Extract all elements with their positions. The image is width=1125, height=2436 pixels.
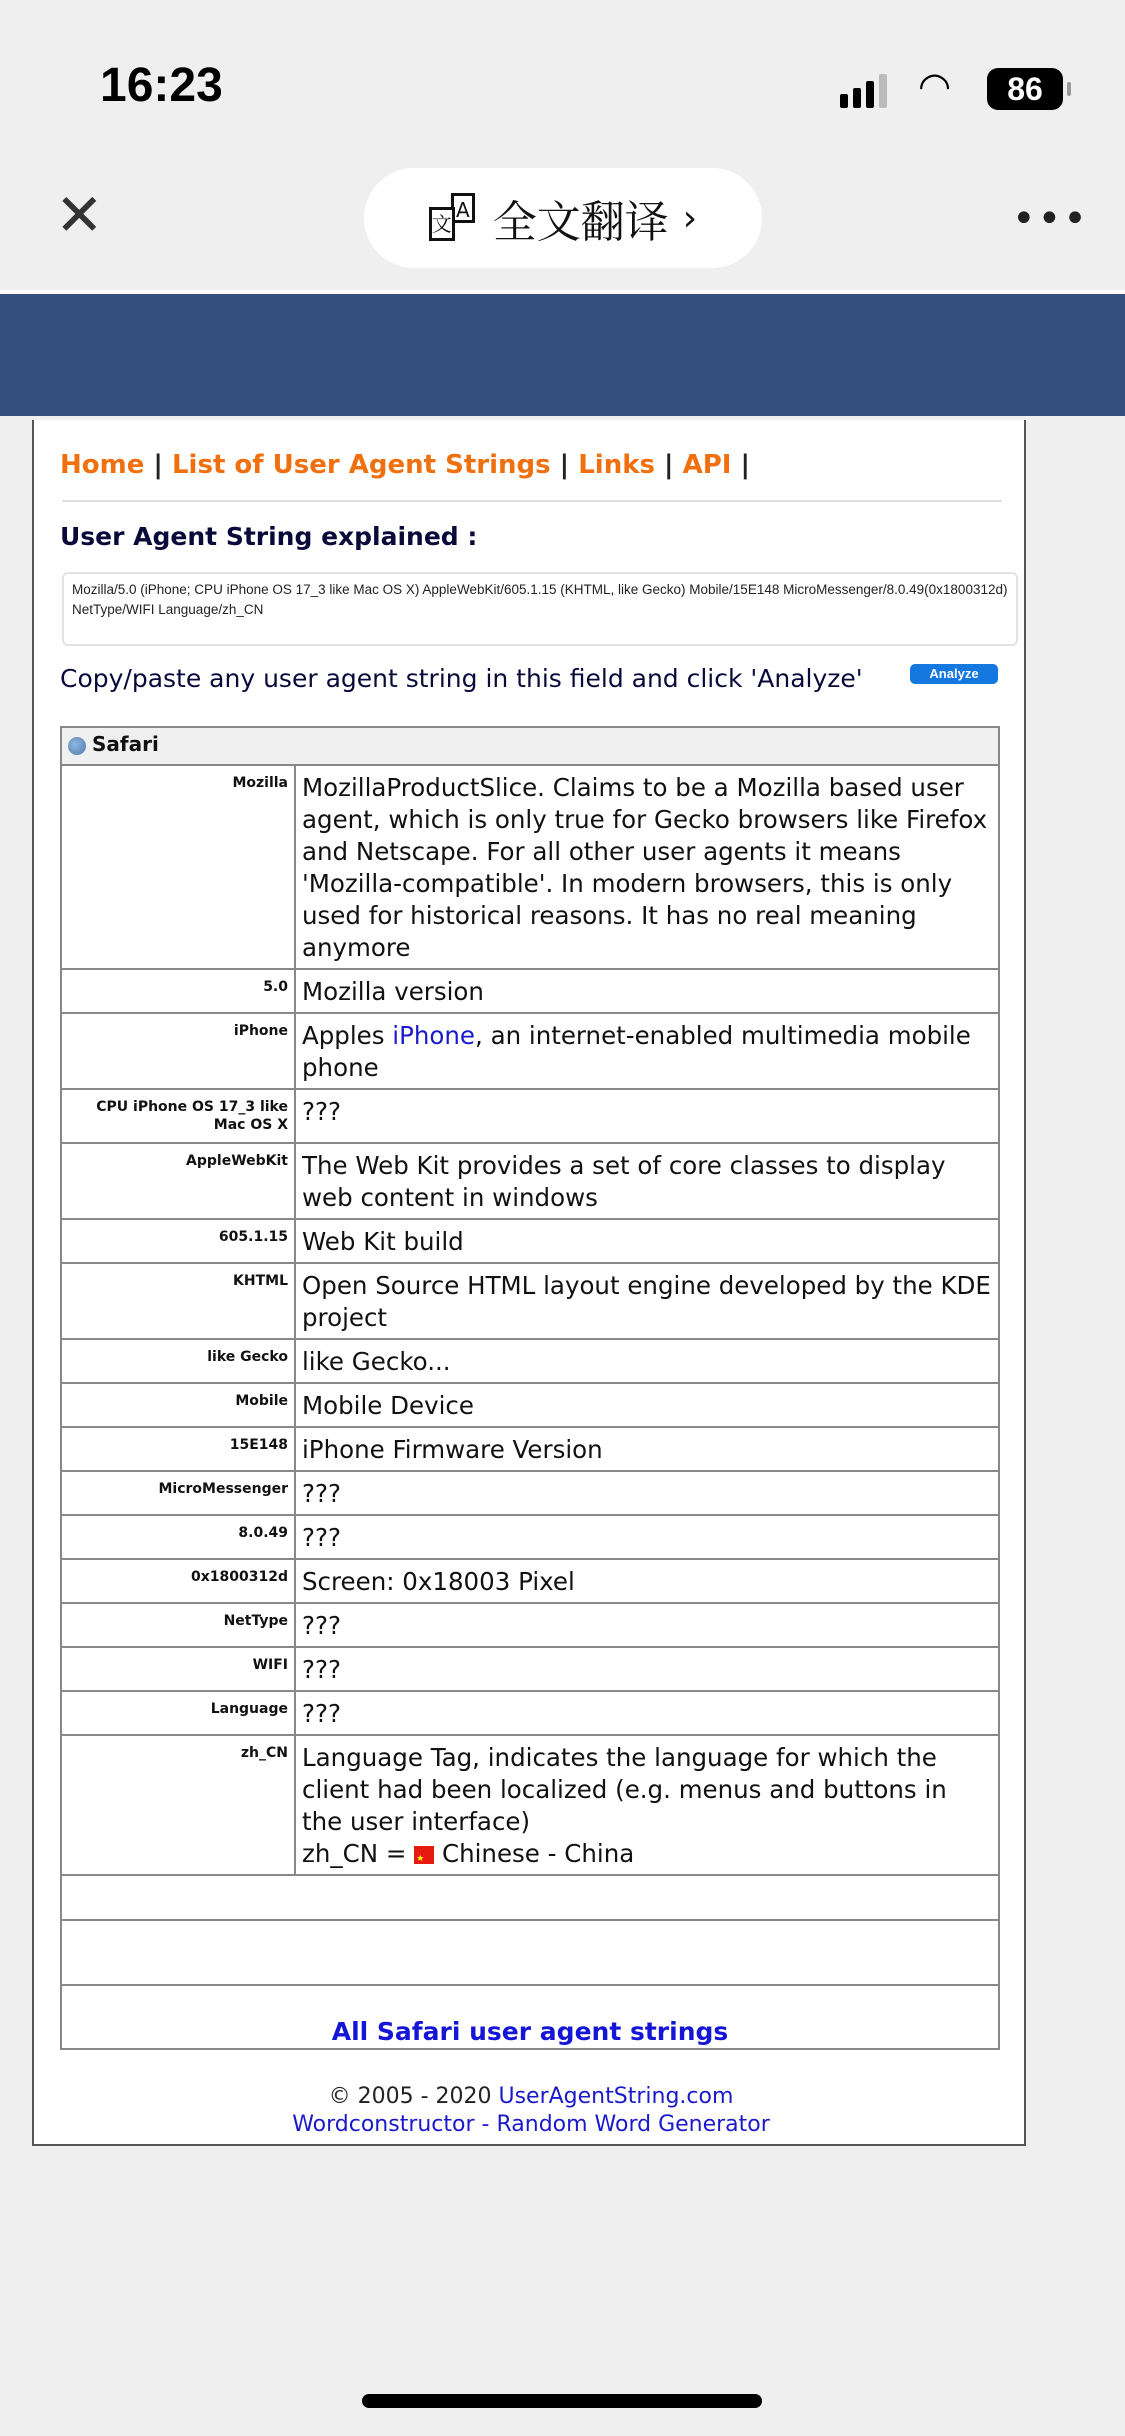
token-key: AppleWebKit bbox=[61, 1143, 295, 1219]
content-box bbox=[32, 420, 1026, 2146]
token-description: like Gecko... bbox=[295, 1339, 999, 1383]
token-description: Screen: 0x18003 Pixel bbox=[295, 1559, 999, 1603]
token-key: zh_CN bbox=[61, 1735, 295, 1875]
token-key: KHTML bbox=[61, 1263, 295, 1339]
translate-icon: A 文 bbox=[429, 193, 479, 243]
table-header: Safari bbox=[61, 727, 999, 765]
clock: 16:23 bbox=[100, 59, 223, 112]
token-description: iPhone Firmware Version bbox=[295, 1427, 999, 1471]
translate-button[interactable] bbox=[364, 168, 762, 268]
table-row bbox=[61, 1263, 999, 1339]
iphone-link[interactable]: iPhone bbox=[392, 1021, 475, 1050]
token-key: 605.1.15 bbox=[61, 1219, 295, 1263]
empty-row bbox=[61, 1920, 999, 1985]
token-description: ??? bbox=[295, 1603, 999, 1647]
token-description: Open Source HTML layout engine developed by the KDE project bbox=[295, 1263, 999, 1339]
translate-label: 全文翻译 bbox=[492, 197, 669, 248]
divider bbox=[62, 500, 1002, 502]
close-icon[interactable]: ✕ bbox=[55, 181, 104, 249]
token-key: 8.0.49 bbox=[61, 1515, 295, 1559]
token-description: MozillaProductSlice. Claims to be a Mozilla based user agent, which is only true for Gecko browsers like Firefox and Netscape. For all other user agents it means 'Mozilla-compatible'. In modern browsers, this is only used for historical reasons. It has no real meaning anymore bbox=[295, 765, 999, 969]
safari-icon bbox=[68, 737, 86, 755]
site-banner bbox=[0, 294, 1125, 416]
token-description: ??? bbox=[295, 1089, 999, 1143]
home-indicator bbox=[362, 2394, 762, 2408]
wordconstructor-link[interactable]: Wordconstructor - Random Word Generator bbox=[292, 2112, 770, 2137]
site-nav: Home | List of User Agent Strings | Links | API | bbox=[60, 450, 751, 480]
table-row bbox=[61, 1219, 999, 1263]
token-description: Apples iPhone, an internet-enabled multimedia mobile phone bbox=[295, 1013, 999, 1089]
table-row bbox=[61, 1143, 999, 1219]
instruction-text: Copy/paste any user agent string in this field and click 'Analyze' bbox=[60, 664, 863, 693]
table-row bbox=[61, 765, 999, 969]
user-agent-input[interactable]: Mozilla/5.0 (iPhone; CPU iPhone OS 17_3 like Mac OS X) AppleWebKit/605.1.15 (KHTML, like Gecko) Mobile/15E148 MicroMessenger/8.0.49(0x1800312d) NetType/WIFI Language/zh_CN bbox=[62, 572, 1018, 646]
token-description: Web Kit build bbox=[295, 1219, 999, 1263]
token-description: Mobile Device bbox=[295, 1383, 999, 1427]
table-row bbox=[61, 1089, 999, 1143]
token-key: 0x1800312d bbox=[61, 1559, 295, 1603]
token-key: NetType bbox=[61, 1603, 295, 1647]
china-flag-icon bbox=[414, 1846, 434, 1864]
token-key: 5.0 bbox=[61, 969, 295, 1013]
token-key: like Gecko bbox=[61, 1339, 295, 1383]
footer-links bbox=[34, 2112, 1028, 2137]
table-row bbox=[61, 1515, 999, 1559]
token-key: Language bbox=[61, 1691, 295, 1735]
more-icon[interactable]: ••• bbox=[1012, 196, 1089, 242]
nav-api[interactable]: API bbox=[682, 450, 732, 480]
wifi-icon: ◠ bbox=[918, 64, 952, 108]
token-description: ??? bbox=[295, 1471, 999, 1515]
token-description: Language Tag, indicates the language for which the client had been localized (e.g. menus and buttons in the user interface) zh_CN = ★ Chinese - China bbox=[295, 1735, 999, 1875]
battery-icon: 86 bbox=[987, 68, 1063, 110]
nav-links[interactable]: Links bbox=[578, 450, 655, 480]
chevron-right-icon: › bbox=[682, 197, 698, 239]
nav-home[interactable]: Home bbox=[60, 450, 145, 480]
analyze-button[interactable]: Analyze bbox=[910, 664, 998, 684]
table-row bbox=[61, 1559, 999, 1603]
token-description: The Web Kit provides a set of core classes to display web content in windows bbox=[295, 1143, 999, 1219]
table-row bbox=[61, 1735, 999, 1875]
cellular-signal-icon bbox=[840, 74, 887, 108]
copyright: © 2005 - 2020 UserAgentString.com bbox=[328, 2084, 734, 2109]
token-key: Mozilla bbox=[61, 765, 295, 969]
ua-breakdown-table bbox=[60, 726, 1000, 2050]
table-row bbox=[61, 1383, 999, 1427]
all-safari-link[interactable]: All Safari user agent strings bbox=[331, 2017, 729, 2046]
page-title: User Agent String explained : bbox=[60, 522, 478, 551]
table-row bbox=[61, 1427, 999, 1471]
token-key: WIFI bbox=[61, 1647, 295, 1691]
token-key: Mobile bbox=[61, 1383, 295, 1427]
status-bar bbox=[0, 0, 1125, 150]
table-row bbox=[61, 1471, 999, 1515]
empty-row bbox=[61, 1875, 999, 1920]
token-key: iPhone bbox=[61, 1013, 295, 1089]
nav-list[interactable]: List of User Agent Strings bbox=[171, 450, 551, 480]
table-row bbox=[61, 1691, 999, 1735]
token-key: MicroMessenger bbox=[61, 1471, 295, 1515]
token-description: ??? bbox=[295, 1515, 999, 1559]
site-link[interactable]: UserAgentString.com bbox=[498, 2084, 734, 2109]
table-row bbox=[61, 1647, 999, 1691]
token-key: CPU iPhone OS 17_3 like Mac OS X bbox=[61, 1089, 295, 1143]
token-description: ??? bbox=[295, 1691, 999, 1735]
table-row bbox=[61, 1603, 999, 1647]
table-row bbox=[61, 1013, 999, 1089]
table-row bbox=[61, 969, 999, 1013]
token-key: 15E148 bbox=[61, 1427, 295, 1471]
token-description: Mozilla version bbox=[295, 969, 999, 1013]
table-row bbox=[61, 1339, 999, 1383]
token-description: ??? bbox=[295, 1647, 999, 1691]
